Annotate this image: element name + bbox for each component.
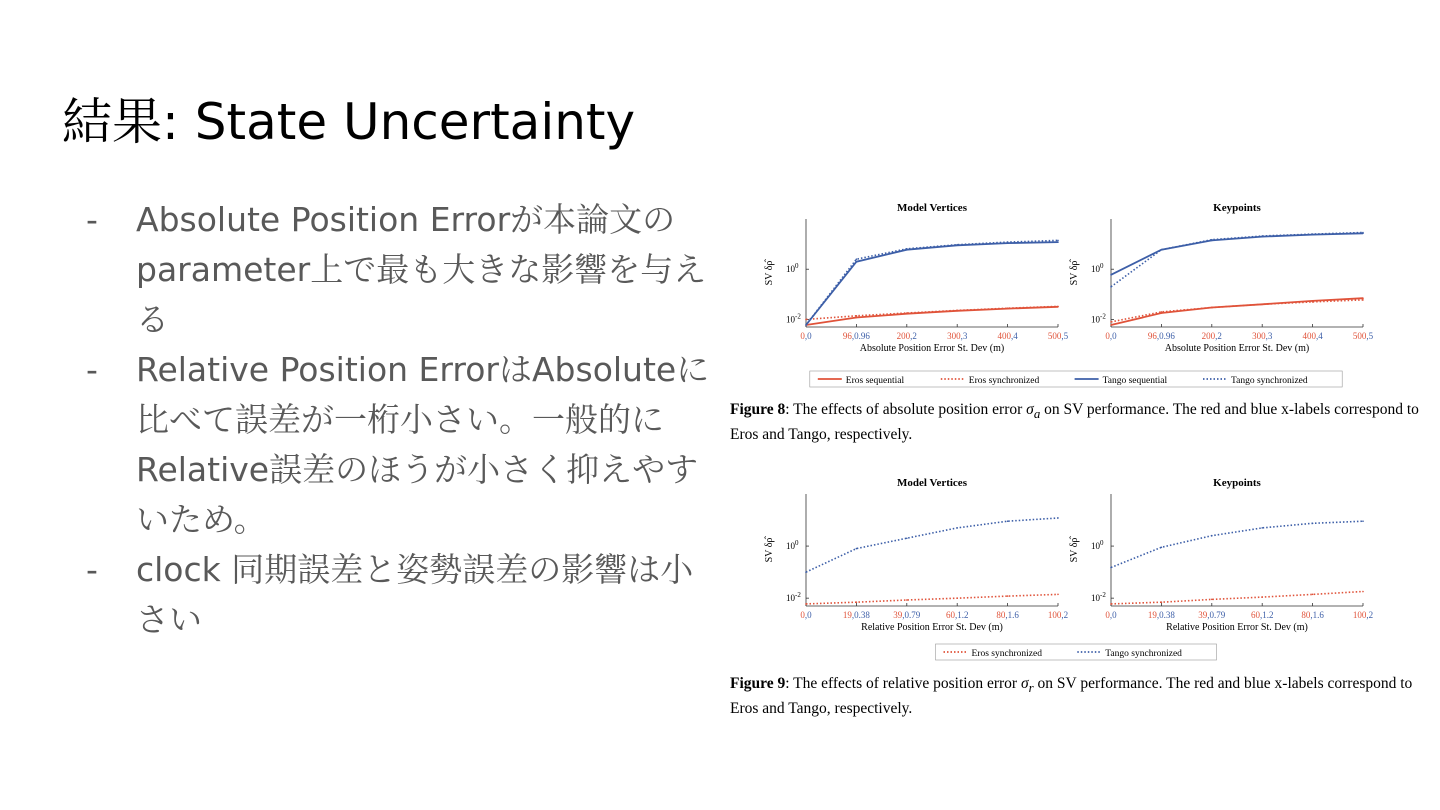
x-tick-eros: 500 <box>1352 331 1367 341</box>
y-tick-base: 10 <box>1091 541 1100 552</box>
y-tick-base: 10 <box>1091 264 1100 275</box>
x-tick-eros: 80 <box>1301 610 1311 620</box>
y-tick-exp: 0 <box>795 262 799 271</box>
x-tick-eros: 0 <box>1105 610 1110 620</box>
figure-8-caption-label: Figure 8 <box>730 401 786 418</box>
chart-title: Keypoints <box>1213 202 1261 214</box>
x-tick-tango: ,2 <box>1366 610 1374 620</box>
y-axis-label: SV δρ̂ <box>764 537 775 563</box>
series-line <box>806 594 1058 604</box>
y-tick-base: 10 <box>1091 593 1100 604</box>
x-tick-label <box>947 331 968 341</box>
data-point <box>856 317 858 319</box>
legend-label: Eros sequential <box>845 376 905 386</box>
chart-title: Model Vertices <box>897 202 967 214</box>
data-point <box>956 244 958 246</box>
y-axis-label: SV δρ̂ <box>1069 537 1080 563</box>
y-tick-exp: 0 <box>795 539 799 548</box>
x-tick-tango: ,0.79 <box>1207 610 1226 620</box>
x-tick-label <box>800 610 812 620</box>
data-point <box>1261 527 1263 529</box>
chart-panel <box>764 202 1069 354</box>
data-point <box>805 571 807 573</box>
x-tick-eros: 400 <box>997 331 1011 341</box>
y-tick-exp: -2 <box>795 312 801 321</box>
bullet-list <box>86 195 711 645</box>
x-tick-tango: ,0.96 <box>851 331 870 341</box>
x-tick-tango: ,3 <box>1265 331 1273 341</box>
x-tick-tango: ,0 <box>804 610 812 620</box>
chart-legend <box>810 371 1342 387</box>
bullet-item <box>86 195 711 345</box>
bullet-text: Relative Position ErrorはAbsoluteに比べて誤差が一桁小さい。一般的にRelative誤差のほうが小さく抑えやすいため。 <box>136 350 710 539</box>
data-point <box>956 527 958 529</box>
x-tick-tango: ,4 <box>1010 331 1018 341</box>
y-tick-exp: -2 <box>1100 591 1106 600</box>
x-tick-eros: 0 <box>1105 331 1110 341</box>
figure-8-caption-sub: a <box>1033 406 1041 422</box>
data-point <box>906 537 908 539</box>
y-tick-exp: -2 <box>795 591 801 600</box>
series-line <box>1111 233 1363 274</box>
y-tick-base: 10 <box>786 314 795 325</box>
legend-label: Tango synchronized <box>1105 649 1182 659</box>
data-point <box>1211 535 1213 537</box>
y-tick-label <box>786 539 799 551</box>
data-point <box>1161 249 1163 251</box>
bullet-item <box>86 545 711 645</box>
x-tick-eros: 19 <box>842 610 852 620</box>
x-tick-eros: 400 <box>1302 331 1316 341</box>
data-point <box>956 597 958 599</box>
chart-panel <box>764 477 1068 633</box>
y-tick-label <box>1091 312 1106 324</box>
data-point <box>956 310 958 312</box>
y-tick-base: 10 <box>786 593 795 604</box>
x-tick-label <box>897 331 917 341</box>
chart-panel <box>1069 202 1374 354</box>
x-tick-tango: ,1.2 <box>954 610 969 620</box>
x-tick-eros: 39 <box>1198 610 1208 620</box>
x-tick-label <box>1353 610 1373 620</box>
data-point <box>1312 301 1314 303</box>
x-tick-tango: ,0 <box>1109 610 1117 620</box>
y-tick-exp: 0 <box>1100 262 1104 271</box>
x-tick-eros: 0 <box>800 331 805 341</box>
x-tick-eros: 39 <box>893 610 903 620</box>
y-tick-base: 10 <box>1091 314 1100 325</box>
y-tick-label <box>786 312 801 324</box>
bullet-text: Absolute Position Errorが本論文のparameter上で最も大きな影響を与える <box>136 200 707 339</box>
x-tick-tango: ,1.6 <box>1310 610 1324 620</box>
data-point <box>906 248 908 250</box>
figure-8-caption-post: on SV performance. The red and blue x-labels correspond to Eros and Tango, respectively. <box>730 401 1419 444</box>
data-point <box>1110 321 1112 323</box>
x-tick-label <box>1105 610 1117 620</box>
x-tick-eros: 60 <box>945 610 955 620</box>
data-point <box>1007 241 1009 243</box>
x-axis-label: Absolute Position Error St. Dev (m) <box>859 343 1005 354</box>
x-tick-eros: 0 <box>800 610 805 620</box>
data-point <box>1007 520 1009 522</box>
x-tick-label <box>1251 610 1274 620</box>
x-tick-label <box>1202 331 1222 341</box>
x-tick-label <box>946 610 969 620</box>
data-point <box>906 312 908 314</box>
bullet-marker: - <box>86 550 98 589</box>
bullet-marker: - <box>86 200 98 239</box>
y-tick-exp: -2 <box>1100 312 1106 321</box>
legend-label: Eros synchronized <box>968 376 1040 386</box>
x-tick-label <box>1301 610 1324 620</box>
chart-title: Model Vertices <box>897 477 967 489</box>
y-tick-exp: 0 <box>1100 539 1104 548</box>
x-tick-eros: 200 <box>896 331 911 341</box>
data-point <box>1057 306 1059 308</box>
y-tick-label <box>1091 262 1104 274</box>
x-tick-eros: 96 <box>1147 331 1157 341</box>
x-tick-label <box>843 610 871 620</box>
data-point <box>1211 239 1213 241</box>
chart-legend <box>936 644 1217 660</box>
figure-9-caption <box>730 673 1430 719</box>
x-tick-tango: ,3 <box>960 331 968 341</box>
x-tick-label <box>1148 331 1176 341</box>
x-tick-tango: ,1.6 <box>1005 610 1019 620</box>
y-axis-label: SV δρ̂ <box>764 260 775 286</box>
series-line <box>806 307 1058 325</box>
x-tick-tango: ,0.38 <box>851 610 870 620</box>
bullet-marker: - <box>86 350 98 389</box>
data-point <box>1261 235 1263 237</box>
x-axis-label: Relative Position Error St. Dev (m) <box>1166 622 1308 633</box>
figure-9-chart <box>728 470 1428 665</box>
x-tick-label <box>1353 331 1374 341</box>
x-tick-label <box>800 331 812 341</box>
data-point <box>1362 232 1364 234</box>
figure-9-caption-sub: r <box>1028 680 1034 696</box>
x-tick-label <box>843 331 871 341</box>
y-axis-label: SV δρ̂ <box>1069 260 1080 286</box>
data-point <box>1057 517 1059 519</box>
data-point <box>1110 324 1112 326</box>
data-point <box>1312 522 1314 524</box>
legend-label: Tango synchronized <box>1231 376 1308 386</box>
data-point <box>1007 307 1009 309</box>
data-point <box>1110 603 1112 605</box>
data-point <box>1110 567 1112 569</box>
x-tick-tango: ,1.2 <box>1259 610 1274 620</box>
x-tick-label <box>1252 331 1273 341</box>
x-tick-label <box>997 331 1018 341</box>
x-tick-eros: 300 <box>947 331 961 341</box>
data-point <box>856 258 858 260</box>
data-point <box>1211 307 1213 309</box>
data-point <box>1007 595 1009 597</box>
x-tick-label <box>893 610 921 620</box>
figure-9-caption-label: Figure 9 <box>730 675 786 692</box>
figure-9-caption-post: on SV performance. The red and blue x-labels correspond to Eros and Tango, respectively. <box>730 675 1413 718</box>
figure-8-caption <box>730 399 1430 445</box>
x-tick-tango: ,0 <box>1109 331 1117 341</box>
x-tick-eros: 100 <box>1352 610 1367 620</box>
x-tick-tango: ,0.38 <box>1156 610 1175 620</box>
data-point <box>1110 274 1112 276</box>
x-tick-eros: 200 <box>1201 331 1216 341</box>
x-tick-tango: ,4 <box>1315 331 1323 341</box>
data-point <box>1161 311 1163 313</box>
x-tick-label <box>996 610 1019 620</box>
series-line <box>1111 233 1363 287</box>
y-tick-label <box>1091 591 1106 603</box>
chart-panel <box>1069 477 1373 633</box>
x-tick-label <box>1105 331 1117 341</box>
data-point <box>1261 596 1263 598</box>
series-line <box>1111 298 1363 325</box>
figure-8-chart <box>728 195 1428 395</box>
data-point <box>1362 520 1364 522</box>
y-tick-base: 10 <box>786 264 795 275</box>
data-point <box>1057 240 1059 242</box>
y-tick-base: 10 <box>786 541 795 552</box>
x-tick-tango: ,2 <box>1215 331 1222 341</box>
data-point <box>1312 594 1314 596</box>
x-tick-label <box>1148 610 1176 620</box>
data-point <box>805 603 807 605</box>
x-tick-label <box>1198 610 1226 620</box>
data-point <box>1362 299 1364 301</box>
data-point <box>1362 591 1364 593</box>
data-point <box>1057 241 1059 243</box>
chart-title: Keypoints <box>1213 477 1261 489</box>
x-tick-tango: ,5 <box>1061 331 1069 341</box>
series-line <box>806 518 1058 572</box>
figure-9-caption-pre: : The effects of relative position error <box>785 675 1021 692</box>
x-tick-label <box>1302 331 1323 341</box>
bullet-text: clock 同期誤差と姿勢誤差の影響は小さい <box>136 550 694 639</box>
figure-9-caption-symbol: σ <box>1020 675 1029 692</box>
figure-8-caption-symbol: σ <box>1026 401 1034 418</box>
figure-8-caption-pre: : The effects of absolute position error <box>785 401 1027 418</box>
x-tick-tango: ,5 <box>1366 331 1374 341</box>
x-tick-eros: 300 <box>1252 331 1266 341</box>
x-tick-tango: ,2 <box>1061 610 1069 620</box>
data-point <box>1161 546 1163 548</box>
data-point <box>805 324 807 326</box>
x-tick-tango: ,2 <box>910 331 917 341</box>
data-point <box>856 601 858 603</box>
data-point <box>1110 286 1112 288</box>
x-tick-label <box>1048 331 1069 341</box>
x-tick-tango: ,0.96 <box>1156 331 1175 341</box>
x-tick-eros: 500 <box>1047 331 1062 341</box>
data-point <box>906 599 908 601</box>
x-axis-label: Absolute Position Error St. Dev (m) <box>1164 343 1310 354</box>
bullet-item <box>86 345 711 545</box>
x-tick-eros: 60 <box>1250 610 1260 620</box>
data-point <box>856 315 858 317</box>
legend-label: Tango sequential <box>1102 376 1168 386</box>
y-tick-label <box>1091 539 1104 551</box>
data-point <box>1362 297 1364 299</box>
x-axis-label: Relative Position Error St. Dev (m) <box>861 622 1003 633</box>
y-tick-label <box>786 262 799 274</box>
y-tick-label <box>786 591 801 603</box>
legend-label: Eros synchronized <box>971 649 1042 659</box>
x-tick-eros: 100 <box>1047 610 1062 620</box>
data-point <box>805 319 807 321</box>
data-point <box>1261 304 1263 306</box>
x-tick-eros: 80 <box>996 610 1006 620</box>
data-point <box>1211 599 1213 601</box>
series-line <box>1111 592 1363 604</box>
x-tick-tango: ,0.79 <box>902 610 921 620</box>
x-tick-label <box>1048 610 1068 620</box>
slide-title: 結果: State Uncertainty <box>62 93 636 151</box>
x-tick-eros: 96 <box>842 331 852 341</box>
data-point <box>856 548 858 550</box>
data-point <box>1312 233 1314 235</box>
data-point <box>1057 594 1059 596</box>
x-tick-tango: ,0 <box>804 331 812 341</box>
x-tick-eros: 19 <box>1147 610 1157 620</box>
data-point <box>1161 601 1163 603</box>
series-line <box>1111 521 1363 567</box>
series-line <box>1111 300 1363 322</box>
